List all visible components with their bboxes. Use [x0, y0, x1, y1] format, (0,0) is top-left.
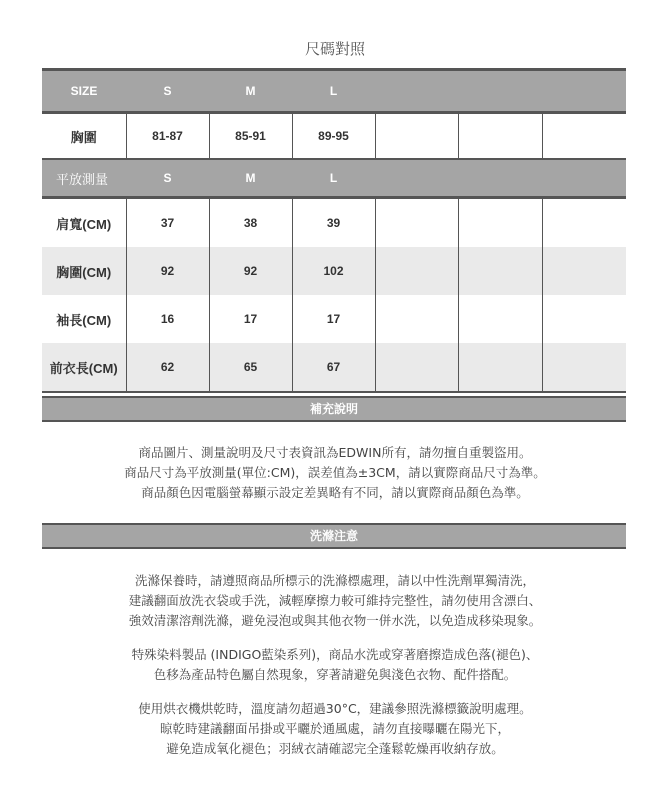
page-title: 尺碼對照 [304, 40, 365, 58]
table-row [42, 198, 626, 248]
table-row [42, 295, 626, 343]
table-cell: 39 [292, 198, 375, 248]
washing-line: 避免造成氧化褪色；羽絨衣請確認完全蓬鬆乾燥再收納存放。 [166, 741, 504, 756]
row-label: 肩寬(CM) [56, 216, 112, 232]
table-cell [542, 295, 626, 343]
header-cell-m: M [209, 159, 292, 198]
header-cell-empty [542, 70, 626, 113]
supplement-text [0, 443, 670, 503]
table-cell: 16 [126, 295, 209, 343]
table-cell: 17 [209, 295, 292, 343]
washing-line: 使用烘衣機烘乾時，溫度請勿超過30°C，建議參照洗滌標籤說明處理。 [138, 701, 532, 716]
table-cell [542, 343, 626, 392]
supplement-line: 商品尺寸為平放測量(單位:CM)，誤差值為±3CM，請以實際商品尺寸為準。 [124, 465, 546, 480]
washing-line: 強效清潔溶劑洗滌，避免浸泡或與其他衣物一併水洗，以免造成移染現象。 [128, 613, 542, 628]
row-label: 前衣長(CM) [42, 343, 126, 392]
table-cell: 17 [292, 295, 375, 343]
row-label: 袖長(CM) [56, 312, 112, 328]
header-cell-empty [375, 70, 458, 113]
table-cell: 92 [209, 247, 292, 295]
washing-line: 色移為產品特色屬自然現象，穿著請避免與淺色衣物、配件搭配。 [153, 667, 517, 682]
table-row [42, 113, 626, 160]
header-cell-empty [542, 159, 626, 198]
table-cell [458, 295, 542, 343]
supplement-line: 商品圖片、測量說明及尺寸表資訊為EDWIN所有，請勿擅自重製盜用。 [138, 445, 532, 460]
header-cell-empty [458, 70, 542, 113]
washing-line: 特殊染料製品 (INDIGO藍染系列)，商品水洗或穿著磨擦造成色落(褪色)、 [131, 647, 539, 662]
table-cell [542, 113, 626, 160]
header-cell-l: L [292, 70, 375, 113]
table-cell: 38 [209, 198, 292, 248]
table-cell [375, 198, 458, 248]
table-cell: 62 [126, 343, 209, 392]
washing-line: 洗滌保養時，請遵照商品所標示的洗滌標處理，請以中性洗劑單獨清洗， [134, 573, 535, 588]
table-cell [542, 198, 626, 248]
table-cell: 37 [126, 198, 209, 248]
table-cell [458, 247, 542, 295]
header-cell-l: L [292, 159, 375, 198]
table-header-row [42, 70, 626, 113]
header-cell-s: S [126, 70, 209, 113]
table-cell [542, 247, 626, 295]
table-row [42, 247, 626, 295]
table-cell: 85-91 [209, 113, 292, 160]
table-cell [375, 295, 458, 343]
table-cell: 92 [126, 247, 209, 295]
table-cell [458, 343, 542, 392]
header-cell-s: S [126, 159, 209, 198]
header-cell-empty [375, 159, 458, 198]
table-cell [375, 113, 458, 160]
washing-text [0, 571, 670, 759]
table-cell: 67 [292, 343, 375, 392]
supplement-section-header: 補充說明 [42, 396, 626, 422]
table-header-row [42, 159, 626, 198]
size-table-flat-measure [42, 158, 626, 393]
supplement-line: 商品顏色因電腦螢幕顯示設定差異略有不同，請以實際商品顏色為準。 [141, 485, 529, 500]
row-label: 胸圍 [70, 129, 97, 145]
table-cell [375, 247, 458, 295]
table-cell: 65 [209, 343, 292, 392]
table-cell: 102 [292, 247, 375, 295]
header-cell-flat-measure: 平放測量 [42, 159, 126, 198]
header-cell-empty [458, 159, 542, 198]
header-cell-size: SIZE [42, 70, 126, 113]
row-label: 胸圍(CM) [42, 247, 126, 295]
table-cell [375, 343, 458, 392]
table-cell: 89-95 [292, 113, 375, 160]
size-table-body-measure [42, 68, 626, 160]
washing-section-header: 洗滌注意 [42, 523, 626, 549]
table-cell [458, 198, 542, 248]
washing-line: 晾乾時建議翻面吊掛或平曬於通風處，請勿直接曝曬在陽光下， [159, 721, 510, 736]
table-cell [458, 113, 542, 160]
table-cell: 81-87 [126, 113, 209, 160]
header-cell-m: M [209, 70, 292, 113]
washing-line: 建議翻面放洗衣袋或手洗，減輕摩擦力較可維持完整性，請勿使用含漂白、 [128, 593, 542, 608]
table-row [42, 343, 626, 392]
